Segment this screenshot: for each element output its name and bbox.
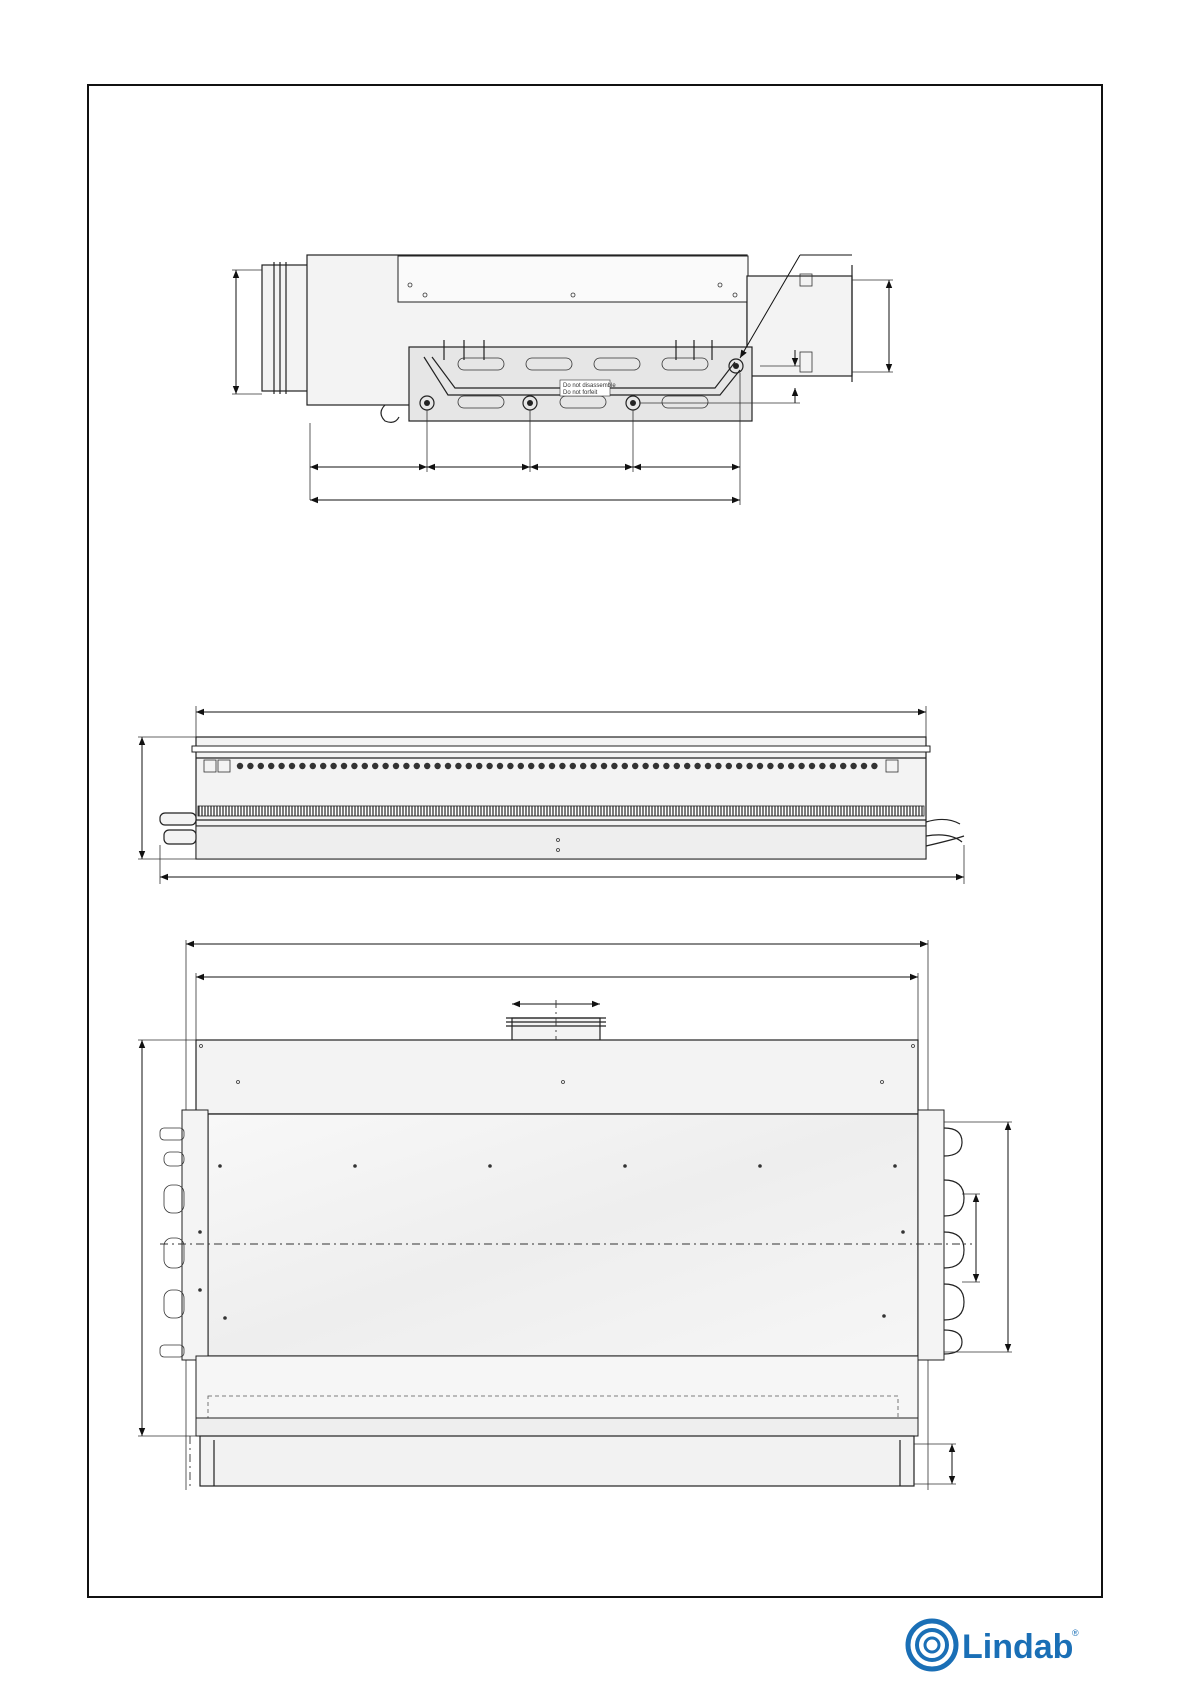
right-header — [918, 1110, 944, 1360]
registered-mark: ® — [1072, 1628, 1079, 1638]
nozzle — [455, 763, 461, 769]
nozzle — [372, 763, 378, 769]
nozzle — [830, 763, 836, 769]
panel-screw — [623, 1164, 627, 1168]
nozzle — [403, 763, 409, 769]
nozzle — [486, 763, 492, 769]
nozzle — [507, 763, 513, 769]
nozzle — [237, 763, 243, 769]
nozzle — [268, 763, 274, 769]
panel-screw — [901, 1230, 905, 1234]
side-view — [232, 255, 893, 505]
brand-name: Lindab — [962, 1628, 1074, 1666]
nozzle — [757, 763, 763, 769]
plenum-box — [196, 1040, 918, 1114]
nozzle — [538, 763, 544, 769]
nozzle — [736, 763, 742, 769]
nozzle — [632, 763, 638, 769]
nozzle — [351, 763, 357, 769]
nozzle — [289, 763, 295, 769]
nozzle — [341, 763, 347, 769]
panel-screw — [353, 1164, 357, 1168]
nozzle — [601, 763, 607, 769]
nozzle — [726, 763, 732, 769]
nozzle — [320, 763, 326, 769]
nozzle — [705, 763, 711, 769]
inlet-collar — [262, 265, 308, 391]
nozzle — [694, 763, 700, 769]
panel-screw — [198, 1288, 202, 1292]
front-view — [138, 706, 964, 884]
nozzle — [549, 763, 555, 769]
condensate-tray — [200, 1436, 914, 1486]
left-header — [182, 1110, 208, 1360]
panel-screw — [223, 1316, 227, 1320]
top-cover-plate — [398, 256, 748, 302]
nozzle — [684, 763, 690, 769]
nozzle — [518, 763, 524, 769]
warning-label-line2: Do not forfeit — [563, 390, 598, 396]
nozzle — [570, 763, 576, 769]
panel-screw — [893, 1164, 897, 1168]
heat-exchanger-fins — [198, 806, 924, 816]
nozzle — [861, 763, 867, 769]
nozzle — [382, 763, 388, 769]
nozzle — [674, 763, 680, 769]
nozzle — [653, 763, 659, 769]
nozzle — [642, 763, 648, 769]
nozzle — [611, 763, 617, 769]
nozzle — [715, 763, 721, 769]
nozzle — [622, 763, 628, 769]
panel-screw — [758, 1164, 762, 1168]
nozzle — [798, 763, 804, 769]
top-view — [138, 940, 1012, 1490]
nozzle — [819, 763, 825, 769]
nozzle — [590, 763, 596, 769]
nozzle — [466, 763, 472, 769]
nozzle — [850, 763, 856, 769]
nozzle — [299, 763, 305, 769]
nozzle — [393, 763, 399, 769]
lower-tray — [196, 1356, 918, 1418]
warning-label-line1: Do not disassemble — [563, 383, 616, 389]
nozzle — [809, 763, 815, 769]
nozzle — [476, 763, 482, 769]
nozzle — [663, 763, 669, 769]
nozzle — [362, 763, 368, 769]
nozzle — [310, 763, 316, 769]
nozzle — [330, 763, 336, 769]
nozzle — [434, 763, 440, 769]
nozzle — [278, 763, 284, 769]
nozzle — [528, 763, 534, 769]
nozzle — [247, 763, 253, 769]
outlet-spigot — [747, 276, 852, 376]
nozzle — [414, 763, 420, 769]
nozzle — [746, 763, 752, 769]
nozzle — [497, 763, 503, 769]
coil-panel — [208, 1114, 918, 1356]
panel-screw — [198, 1230, 202, 1234]
nozzle — [778, 763, 784, 769]
lindab-logo — [908, 1621, 1079, 1669]
nozzle — [871, 763, 877, 769]
panel-screw — [882, 1314, 886, 1318]
nozzle — [767, 763, 773, 769]
nozzle — [788, 763, 794, 769]
panel-screw — [488, 1164, 492, 1168]
nozzle — [445, 763, 451, 769]
nozzle — [258, 763, 264, 769]
nozzle — [840, 763, 846, 769]
panel-screw — [218, 1164, 222, 1168]
nozzle — [424, 763, 430, 769]
nozzle — [580, 763, 586, 769]
nozzle — [559, 763, 565, 769]
drip-tray — [196, 826, 926, 859]
